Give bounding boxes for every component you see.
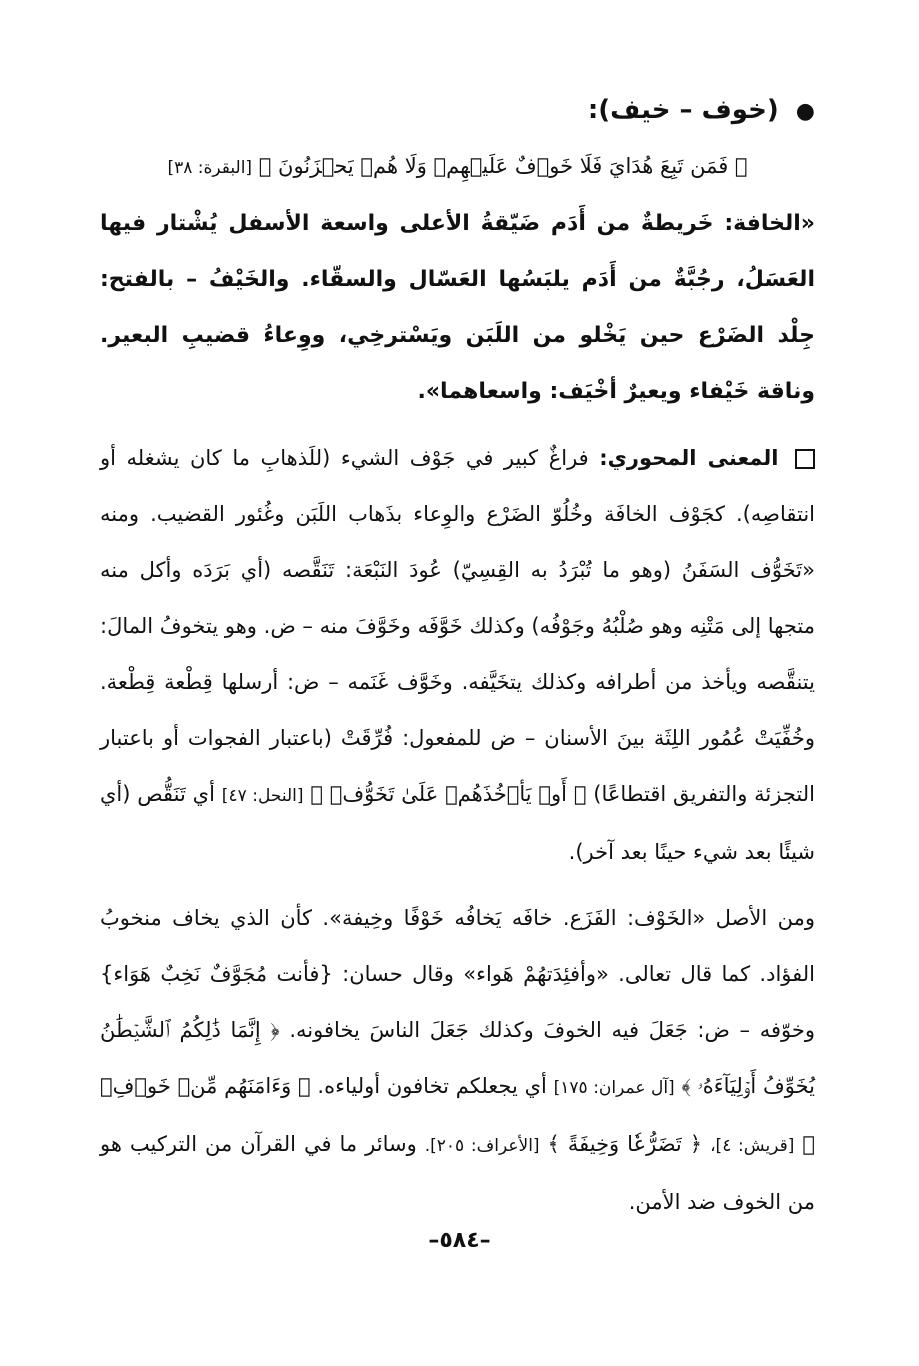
page-body — [100, 80, 815, 1230]
core-meaning-tail: أي تَنَقُّص (أي شيئًا بعد شيء حينًا بعد آخر). — [100, 782, 815, 864]
page-number: –٥٨٤– — [428, 1228, 491, 1253]
origin-paragraph — [100, 890, 815, 1230]
origin-text-2: أي يجعلكم تخافون أولياءه. ﴿ وَءَامَنَهُم مِّنۡ خَوۡفِۭ ﴾ — [100, 1074, 815, 1156]
bullet-icon: ● — [795, 99, 815, 124]
verse-reference: [البقرة: ٣٨] — [167, 158, 253, 178]
checkbox-square-icon — [795, 449, 815, 469]
origin-text-1: ومن الأصل «الخَوْف: الفَزَع. خافَه يَخافُه خَوْفًا وخِيفة». كأن الذي يخاف منخوبُ الفؤاد. كما قال تعالى. «وأفئِدَتهُمْ هَواء» وقال حسان: {فأنت مُجَوَّفٌ نَخِبٌ هَوَاء} وخوّفه – ض: جَعَلَ فيه الخوفَ وكذلك جَعَلَ الناسَ يخافونه. ﴿ إِنَّمَا ذَٰلِكُمُ ٱلشَّيۡطَٰنُ يُخَوِّفُ أَوۡلِيَآءَهُۥ ﴾ — [100, 906, 815, 1098]
verse-text: ﴿ فَمَن تَبِعَ هُدَايَ فَلَا خَوۡفٌ عَلَيۡهِمۡ وَلَا هُمۡ يَحۡزَنُونَ ﴾ — [258, 154, 748, 178]
origin-text-3: ﴿ تَضَرُّعٗا وَخِيفَةً ﴾ — [547, 1132, 703, 1156]
core-meaning-label: المعنى المحوري: — [599, 446, 779, 470]
origin-reference-1: [آل عمران: ١٧٥] — [553, 1078, 675, 1098]
quran-verse — [100, 140, 815, 192]
origin-text-4: وسائر ما في القرآن من التركيب هو من الخوف ضد الأمن. — [100, 1132, 815, 1214]
origin-reference-2: [قريش: ٤]، — [710, 1136, 795, 1156]
core-meaning-text: فراغٌ كبير في جَوْف الشيء (للَذهابِ ما كان يشغله أو انتقاصِه). كجَوْف الخافَة وخُلُوّ الضَرْع والوِعاء بذَهاب اللَبَن وغُئور القضيب. ومنه «تَخَوُّف السَفَنُ (وهو ما تُبْرَدُ به القِسِيّ) عُودَ النَبْعَة: تَنَقَّصه (أي بَرَدَه وأكل منه متجها إلى مَتْنِه وهو صُلْبُهُ وجَوْفُه) وكذلك خَوَّفَه وخَوَّفَ منه – ض. وهو يتخوفُ المالَ: يتنقَّصه ويأخذ من أطرافه وكذلك يتخَيَّفه. وخَوَّف غَنَمه – ض: أرسلها قِطْعة قِطْعة. وخُفِّيَتْ عُمُور اللِثَة بينَ الأسنان – ض للمفعول: فُرِّقَتْ (باعتبار الفجوات أو باعتبار التجزئة والتفريق اقتطاعًا) ﴿ أَوۡ يَأۡخُذَهُمۡ عَلَىٰ تَخَوُّفٖ ﴾ — [100, 446, 815, 806]
core-meaning-paragraph — [100, 430, 815, 880]
core-reference: [النحل: ٤٧] — [221, 786, 304, 806]
entry-heading — [100, 80, 815, 140]
entry-title: (خوف – خيف): — [587, 95, 779, 125]
lexical-definition: «الخافة: خَريطةٌ من أَدَم ضَيّقةُ الأعلى واسعة الأسفل يُشْتار فيها العَسَلُ، رجُبَّةٌ من أَدَم يلبَسُها العَسّال والسقّاء. والخَيْفُ – بالفتح: جِلْد الضَرْع حين يَخْلو من اللَبَن ويَسْترخِي، ووِعاءُ قضيبِ البعير. وناقة خَيْفاء ويعيرٌ أخْيَف: واسعاهما». — [100, 211, 815, 404]
origin-reference-3: [الأعراف: ٢٠٥]. — [424, 1136, 540, 1156]
